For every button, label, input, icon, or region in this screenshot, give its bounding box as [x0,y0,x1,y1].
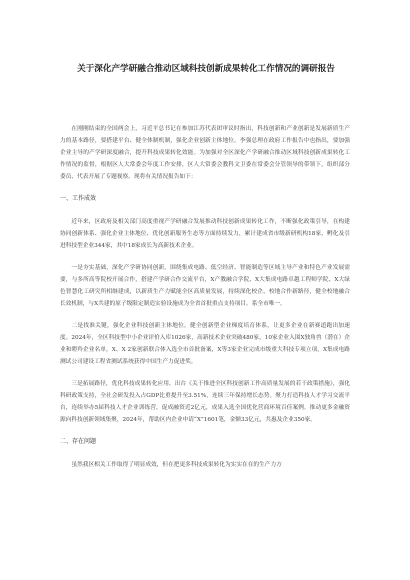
report-title: 关于深化产学研融合推动区域科技创新成果转化工作情况的调研报告 [77,64,335,74]
point-two-paragraph: 二是找准关键，强化企业科技创新主体地位。健全创新型企业梯度培育体系，让更多企业在新赛道跑出加速度。2024年，全区科技型中小企业评价入库1026家，高新技术企业突破480家，10家企业入围X独角兽（潜在）企业和瞪羚企业名单，X、X 2家创新联合体入选全市首批备案，X等3家企业完成市级重大科技专项立项，X集成电路测试公司建设工程省测试系统获得中国生产力促进奖。 [60,323,350,365]
overview-paragraph: 近年来，区政府及相关部门高度重视产学研融合发展推动科技创新成果转化工作，不断强化政策引导，在构建协同创新体系、强化企业主体地位、优化创新服务生态等方面持续发力，累计建成省市级新研机构18家，孵化及引进科技型企业344家，其中18家成长为高新技术企业。 [60,219,350,249]
report-body [60,123,350,481]
intro-paragraph: 在刚刚结束的全国两会上，习近平总书记在参加江苏代表团审议时指出，科技创新和产业创新是发展新质生产力的基本路径，要搭建平台、健全体制机制，强化企业创新主体地位。李强总理在政府工作报告中也指出，要加强企业主导的产学研深度融合，提升科技成果转化效能。为加强对全区深化产学研融合推动区域科技创新成果转化工作情况的监督，根据区人大常委会年度工作安排，区人大常委会教科文卫委在常委会分管领导的带领下，组织部分委员、代表开展了专题视察。现将有关情况报告如下： [60,126,350,180]
point-one-paragraph: 一是夯实基础，深化产学研协同创新。围绕集成电路、低空经济、智能制造等区域主导产业和特色产业发展需要，与多所高等院校开展合作，搭建产学研合作交流平台，X产教融合学院、X大集成电路卓越工程师学院、X大绿色智慧化工研究所相继建成，以新质生产力赋能全区高质量发展，持续深化校企、校地合作新路径，健全校地融合长效机制，与X共建的原子级限定制造实验设施成为全省首批重点支持项目。系全市唯一。 [60,265,350,307]
section-heading-problems: 二、存在问题 [60,438,97,445]
problems-paragraph: 虽然我区相关工作取得了明显成效，但在把更多科技成果转化为实实在在的生产力方 [71,462,282,468]
point-three-paragraph: 三是拓展路径，优化科技成果转化应用。出台《关于推进全区科技创新工作高质量发展的若干政策措施》，强化科研政策支持，全社会研发投入占GDP比重提升至3.51%，连续三年保持增长态势。聚力打造科技人才学习交流平台，连续举办5届科技人才企业训练营，促成融资近2亿元，成果入选全国优化营商环境百佳案例。推动更多金融资源向科技创新领域集聚，2024年，帮助区内企业申请“X”1601笔，金额33亿元，共惠及企业350家。 [60,381,350,423]
section-heading-achievements: 一、工作成效 [60,195,97,202]
